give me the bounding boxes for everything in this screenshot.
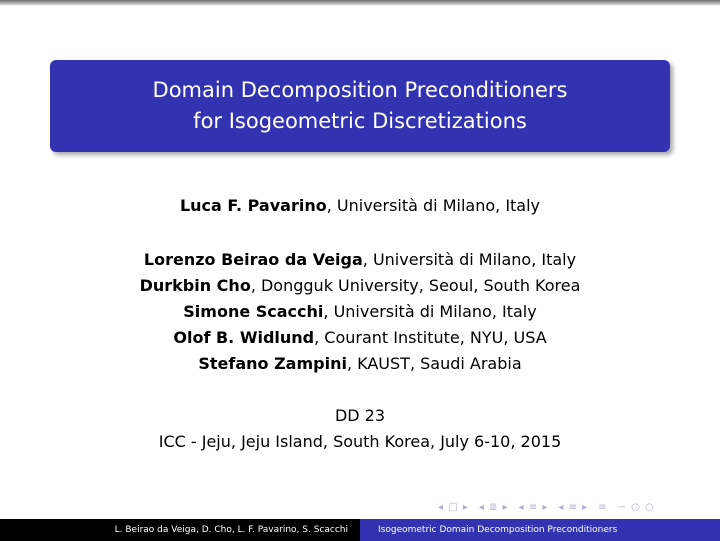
event-name: DD 23 bbox=[334, 406, 386, 425]
footer-title: Isogeometric Domain Decomposition Preconditioners bbox=[360, 519, 720, 541]
event-details: ICC - Jeju, Jeju Island, South Korea, July 6-10, 2015 bbox=[158, 432, 562, 451]
top-shadow-bar bbox=[0, 0, 720, 6]
coauthor-name: Simone Scacchi bbox=[183, 302, 324, 321]
coauthor-affiliation: , Courant Institute, NYU, USA bbox=[314, 328, 547, 347]
event-info bbox=[0, 403, 720, 455]
coauthor-1 bbox=[0, 247, 720, 273]
coauthor-list bbox=[0, 247, 720, 377]
align-icon[interactable]: ≡ bbox=[598, 501, 608, 513]
coauthor-affiliation: , Università di Milano, Italy bbox=[362, 250, 577, 269]
search-icon[interactable]: ∽ ○ ○ bbox=[617, 501, 655, 513]
coauthor-name: Durkbin Cho bbox=[139, 276, 251, 295]
beamer-navigation-bar bbox=[438, 499, 720, 515]
coauthor-2 bbox=[0, 273, 720, 299]
coauthor-affiliation: , KAUST, Saudi Arabia bbox=[346, 354, 522, 373]
coauthor-affiliation: , Dongguk University, Seoul, South Korea bbox=[250, 276, 581, 295]
sub-nav-icon[interactable]: ◂ ≡ ▸ bbox=[558, 501, 589, 513]
coauthor-name: Olof B. Widlund bbox=[173, 328, 315, 347]
coauthor-name: Stefano Zampini bbox=[198, 354, 347, 373]
footer-bar bbox=[0, 519, 720, 541]
title-line-1: Domain Decomposition Preconditioners bbox=[152, 78, 568, 102]
subsection-nav-icon[interactable]: ◂ ≣ ▸ bbox=[478, 501, 509, 513]
coauthor-affiliation: , Università di Milano, Italy bbox=[323, 302, 537, 321]
coauthor-3 bbox=[0, 299, 720, 325]
section-nav-icon[interactable]: ◂ ≡ ▸ bbox=[518, 501, 549, 513]
footer-authors: L. Beirao da Veiga, D. Cho, L. F. Pavarino, S. Scacchi bbox=[0, 519, 360, 541]
coauthor-4 bbox=[0, 325, 720, 351]
title-line-2: for Isogeometric Discretizations bbox=[193, 109, 527, 133]
frame-nav-icon[interactable]: ◂ □ ▸ bbox=[438, 501, 469, 513]
lead-author-name: Luca F. Pavarino bbox=[179, 196, 327, 215]
coauthor-5 bbox=[0, 351, 720, 377]
coauthor-name: Lorenzo Beirao da Veiga bbox=[143, 250, 363, 269]
lead-author bbox=[0, 193, 720, 219]
title-block bbox=[50, 60, 670, 152]
lead-author-affiliation: , Università di Milano, Italy bbox=[326, 196, 541, 215]
